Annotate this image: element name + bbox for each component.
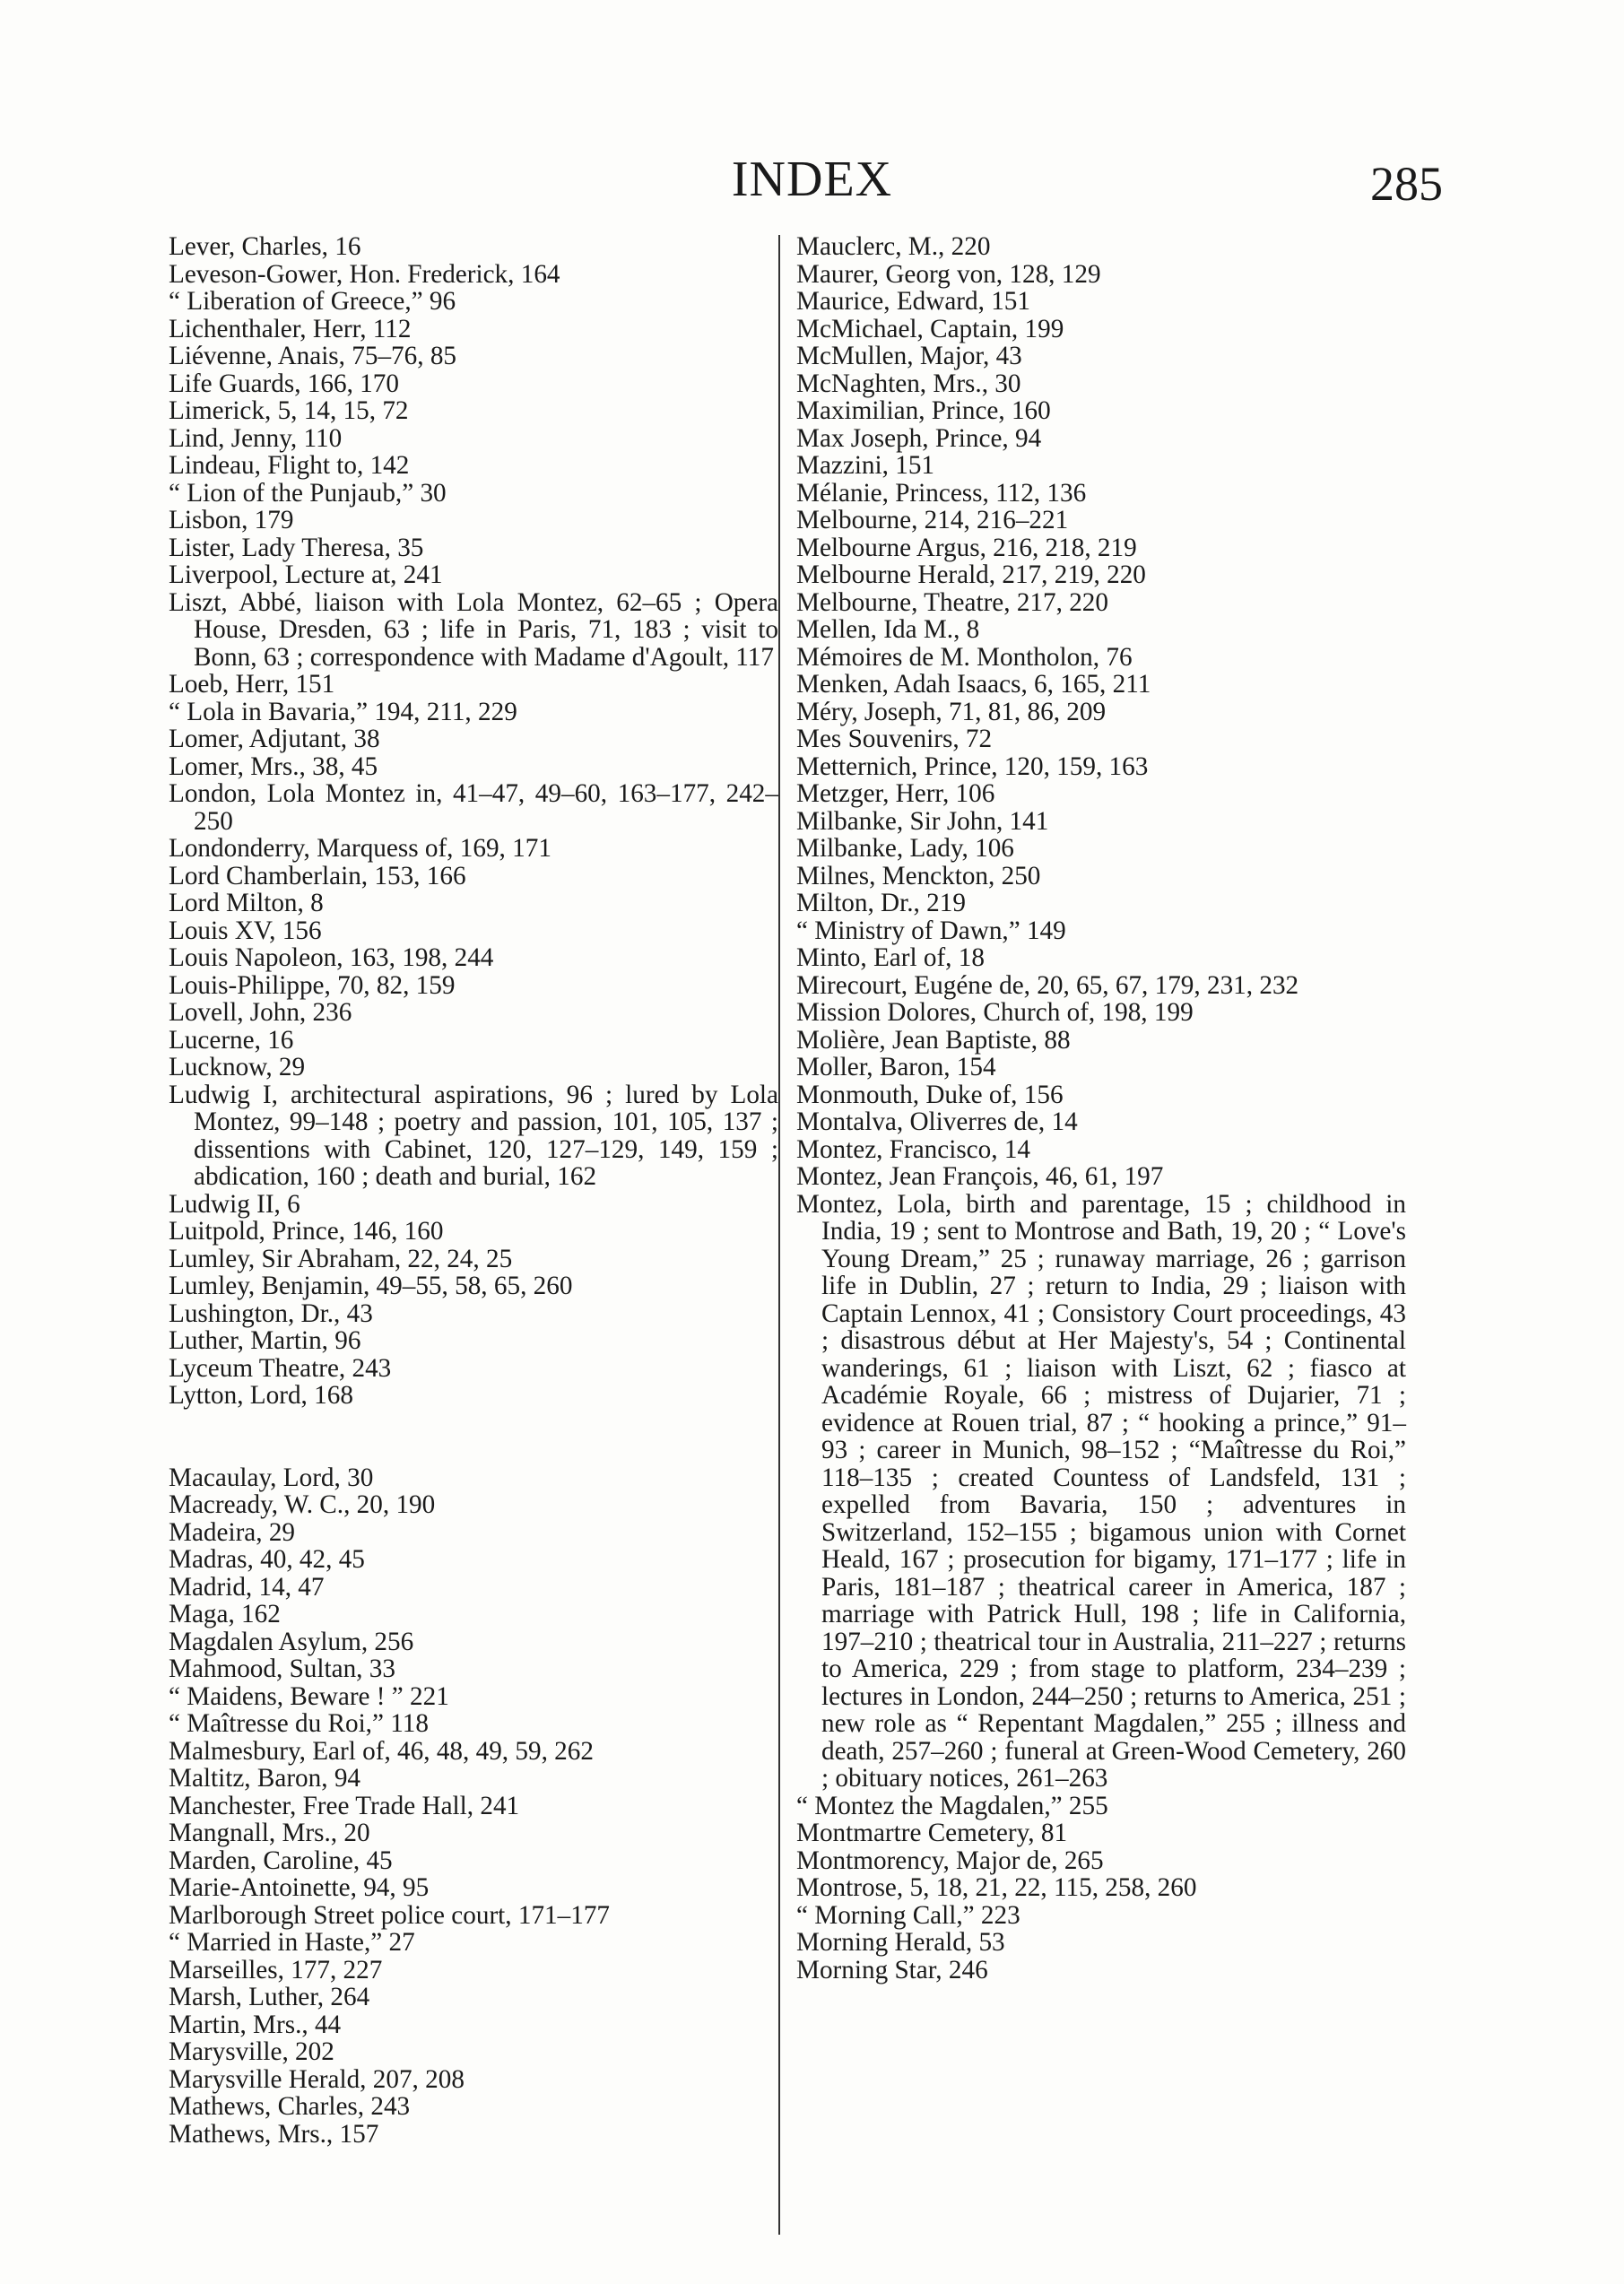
index-entry: Lomer, Adjutant, 38 [169, 725, 380, 753]
index-entry: Lever, Charles, 16 [169, 232, 361, 261]
index-entry: Marsh, Luther, 264 [169, 1983, 370, 2011]
index-entry: Melbourne Herald, 217, 219, 220 [796, 560, 1146, 589]
index-entry: Monmouth, Duke of, 156 [796, 1080, 1064, 1109]
index-entry: Marden, Caroline, 45 [169, 1845, 393, 1875]
index-entry: Mahmood, Sultan, 33 [169, 1654, 395, 1683]
index-entry: Melbourne, 214, 216–221 [796, 506, 1069, 534]
page-number: 285 [1370, 157, 1443, 211]
index-entry: Montmorency, Major de, 265 [796, 1845, 1104, 1875]
index-entry: Mission Dolores, Church of, 198, 199 [796, 998, 1194, 1027]
index-entry: Maximilian, Prince, 160 [796, 396, 1051, 425]
index-entry: Lindeau, Flight to, 142 [169, 451, 410, 480]
index-entry: Madrid, 14, 47 [169, 1572, 325, 1602]
index-entry: “ Liberation of Greece,” 96 [169, 287, 456, 316]
index-entry: Ludwig II, 6 [169, 1189, 300, 1219]
index-entry: Mauclerc, M., 220 [796, 232, 991, 261]
index-entry: Liverpool, Lecture at, 241 [169, 560, 443, 589]
index-entry: Melbourne, Theatre, 217, 220 [796, 587, 1108, 617]
index-entry: Ludwig I, architectural aspirations, 96 ; lured by Lola Montez, 99–148 ; poetry and passion, 101, 105, 137 ; dissentions with Cabinet, 120, 127–129, 149, 159 ; abdication, 160 ; death and burial, 162 [169, 1080, 778, 1191]
index-entry: Liszt, Abbé, liaison with Lola Montez, 62–65 ; Opera House, Dresden, 63 ; life in Paris, 71, 183 ; visit to Bonn, 63 ; correspondence with Madame d'Agoult, 117 [169, 587, 778, 672]
index-entry: Mazzini, 151 [796, 451, 935, 480]
index-entry: “ Married in Haste,” 27 [169, 1928, 415, 1957]
column-divider [778, 235, 780, 2235]
index-entry: Metzger, Herr, 106 [796, 779, 995, 808]
index-entry: Lister, Lady Theresa, 35 [169, 533, 424, 562]
index-entry: Londonderry, Marquess of, 169, 171 [169, 834, 551, 863]
index-entry: Maurice, Edward, 151 [796, 287, 1030, 316]
index-entry: Menken, Adah Isaacs, 6, 165, 211 [796, 670, 1151, 699]
index-entry: Lushington, Dr., 43 [169, 1298, 373, 1328]
index-entry: Lisbon, 179 [169, 506, 294, 534]
index-entry: Minto, Earl of, 18 [796, 943, 985, 972]
index-entry: “ Maidens, Beware ! ” 221 [169, 1681, 449, 1711]
index-entry: Mangnall, Mrs., 20 [169, 1819, 370, 1847]
index-entry: Montmartre Cemetery, 81 [796, 1819, 1068, 1847]
index-entry: Lind, Jenny, 110 [169, 423, 343, 453]
index-entry: “ Montez the Magdalen,” 255 [796, 1791, 1108, 1820]
section-gap [169, 1410, 778, 1464]
index-entry: McNaghten, Mrs., 30 [796, 369, 1021, 398]
index-entry: Mélanie, Princess, 112, 136 [796, 478, 1087, 508]
index-entry: “ Morning Call,” 223 [796, 1900, 1020, 1930]
index-entry: Lucerne, 16 [169, 1025, 294, 1055]
right-column [796, 233, 1406, 1984]
index-entry: Madras, 40, 42, 45 [169, 1545, 365, 1574]
index-entry: Montez, Jean François, 46, 61, 197 [796, 1162, 1164, 1191]
index-entry: Limerick, 5, 14, 15, 72 [169, 396, 409, 425]
index-entry: Montez, Francisco, 14 [796, 1134, 1031, 1164]
index-entry: Milbanke, Sir John, 141 [796, 806, 1049, 836]
index-entry: Lumley, Benjamin, 49–55, 58, 65, 260 [169, 1272, 573, 1300]
index-entry: Montez, Lola, birth and parentage, 15 ; childhood in India, 19 ; sent to Montrose and Bath, 19, 20 ; “ Love's Young Dream,” 25 ; runaway marriage, 26 ; garrison life in Dublin, 27 ; return to India, 29 ; liaison with Captain Lennox, 41 ; Consistory Court proceedings, 43 ; disastrous début at Her Majesty's, 54 ; Continental wanderings, 61 ; liaison with Liszt, 62 ; fiasco at Académie Royale, 66 ; mistress of Dujarier, 71 ; evidence at Rouen trial, 87 ; “ hooking a prince,” 91–93 ; career in Munich, 98–152 ; “Maîtresse du Roi,” 118–135 ; created Countess of Landsfeld, 131 ; expelled from Bavaria, 150 ; adventures in Switzerland, 152–155 ; bigamous union with Cornet Heald, 167 ; prosecution for bigamy, 171–177 ; life in Paris, 181–187 ; theatrical career in America, 187 ; marriage with Patrick Hull, 198 ; life in California, 197–210 ; theatrical tour in Australia, 211–227 ; returns to America, 229 ; from stage to platform, 234–239 ; lectures in London, 244–250 ; returns to America, 251 ; new role as “ Repentant Magdalen,” 255 ; illness and death, 257–260 ; funeral at Green-Wood Cemetery, 260 ; obituary notices, 261–263 [796, 1189, 1406, 1793]
index-entry: Mathews, Charles, 243 [169, 2092, 411, 2121]
index-entry: Macready, W. C., 20, 190 [169, 1490, 436, 1519]
index-entry: Marlborough Street police court, 171–177 [169, 1900, 611, 1930]
index-entry: Maga, 162 [169, 1600, 281, 1628]
index-entry: Milton, Dr., 219 [796, 889, 966, 917]
index-entry: Mathews, Mrs., 157 [169, 2119, 379, 2149]
index-entry: Melbourne Argus, 216, 218, 219 [796, 533, 1137, 562]
index-entry: Life Guards, 166, 170 [169, 369, 399, 398]
index-entry: McMullen, Major, 43 [796, 342, 1022, 370]
index-entry: Louis Napoleon, 163, 198, 244 [169, 943, 494, 972]
index-entry: “ Maîtresse du Roi,” 118 [169, 1709, 429, 1738]
index-entry: London, Lola Montez in, 41–47, 49–60, 163–177, 242–250 [169, 779, 778, 836]
index-entry: Milbanke, Lady, 106 [796, 834, 1014, 863]
index-entry: Lichenthaler, Herr, 112 [169, 314, 412, 343]
index-entry: Leveson-Gower, Hon. Frederick, 164 [169, 259, 560, 289]
index-entry: Mirecourt, Eugéne de, 20, 65, 67, 179, 231, 232 [796, 970, 1299, 1000]
index-entry: Metternich, Prince, 120, 159, 163 [796, 751, 1149, 781]
index-entry: Madeira, 29 [169, 1517, 296, 1547]
index-entry: Marysville, 202 [169, 2037, 334, 2066]
index-entry: Manchester, Free Trade Hall, 241 [169, 1791, 520, 1820]
index-entry: Lucknow, 29 [169, 1053, 306, 1081]
index-entry: Milnes, Menckton, 250 [796, 861, 1041, 890]
index-entry: Lord Milton, 8 [169, 889, 324, 917]
index-entry: Moller, Baron, 154 [796, 1053, 996, 1081]
index-entry: Lytton, Lord, 168 [169, 1381, 353, 1410]
index-entry: Lomer, Mrs., 38, 45 [169, 751, 378, 781]
index-entry: Lord Chamberlain, 153, 166 [169, 861, 466, 890]
index-entry: Lyceum Theatre, 243 [169, 1353, 392, 1383]
index-entry: Louis-Philippe, 70, 82, 159 [169, 970, 456, 1000]
index-entry: “ Ministry of Dawn,” 149 [796, 916, 1066, 945]
index-entry: Montalva, Oliverres de, 14 [796, 1107, 1078, 1136]
index-entry: Lovell, John, 236 [169, 998, 352, 1027]
index-entry: Luitpold, Prince, 146, 160 [169, 1217, 444, 1246]
index-entry: Marie-Antoinette, 94, 95 [169, 1873, 430, 1902]
index-entry: Morning Star, 246 [796, 1955, 988, 1984]
index-entry: Molière, Jean Baptiste, 88 [796, 1025, 1071, 1055]
index-entry: Liévenne, Anais, 75–76, 85 [169, 342, 457, 370]
index-entry: Luther, Martin, 96 [169, 1326, 361, 1355]
index-entry: Malmesbury, Earl of, 46, 48, 49, 59, 262 [169, 1736, 594, 1766]
index-entry: Mémoires de M. Montholon, 76 [796, 642, 1133, 672]
index-entry: Morning Herald, 53 [796, 1928, 1005, 1957]
left-column [169, 233, 778, 2148]
index-entry: Louis XV, 156 [169, 916, 322, 945]
index-entry: Loeb, Herr, 151 [169, 670, 335, 699]
index-entry: Max Joseph, Prince, 94 [796, 423, 1042, 453]
index-entry: Mellen, Ida M., 8 [796, 615, 980, 644]
index-entry: Marysville Herald, 207, 208 [169, 2064, 465, 2094]
index-entry: “ Lola in Bavaria,” 194, 211, 229 [169, 697, 517, 726]
index-entry: Mes Souvenirs, 72 [796, 725, 993, 753]
index-entry: Méry, Joseph, 71, 81, 86, 209 [796, 697, 1107, 726]
index-entry: Maltitz, Baron, 94 [169, 1764, 361, 1793]
index-entry: Martin, Mrs., 44 [169, 2010, 342, 2039]
index-entry: Macaulay, Lord, 30 [169, 1463, 374, 1492]
index-entry: Montrose, 5, 18, 21, 22, 115, 258, 260 [796, 1873, 1197, 1902]
index-entry: Lumley, Sir Abraham, 22, 24, 25 [169, 1244, 513, 1273]
index-entry: Marseilles, 177, 227 [169, 1955, 383, 1984]
index-entry: “ Lion of the Punjaub,” 30 [169, 478, 447, 508]
index-entry: Maurer, Georg von, 128, 129 [796, 259, 1101, 289]
page-title: INDEX [731, 152, 893, 207]
index-entry: McMichael, Captain, 199 [796, 314, 1064, 343]
index-entry: Magdalen Asylum, 256 [169, 1627, 414, 1656]
